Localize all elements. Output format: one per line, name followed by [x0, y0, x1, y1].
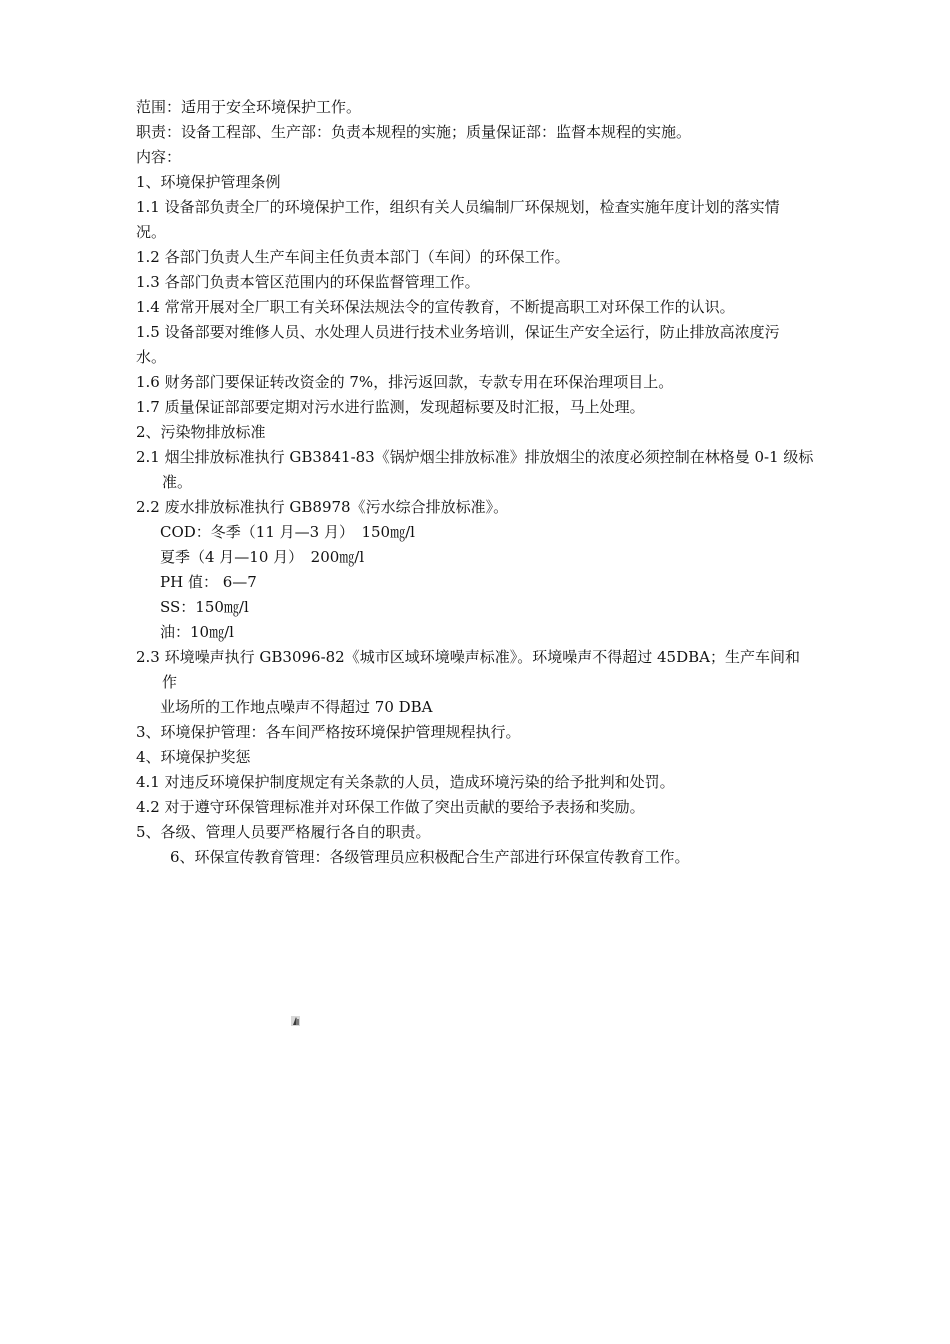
item-1-5: 1.5 设备部要对维修人员、水处理人员进行技术业务培训，保证生产安全运行，防止排放高浓度污	[136, 323, 780, 341]
duty-line: 职责：设备工程部、生产部：负责本规程的实施；质量保证部：监督本规程的实施。	[136, 123, 692, 141]
section-4-title: 4、环境保护奖惩	[136, 748, 251, 766]
scope-line: 范围：适用于安全环境保护工作。	[136, 98, 362, 116]
item-4-1: 4.1 对违反环境保护制度规定有关条款的人员，造成环境污染的给予批判和处罚。	[136, 773, 675, 791]
small-image-mark	[290, 1014, 302, 1028]
content-label: 内容：	[136, 148, 182, 166]
section-3-title: 3、环境保护管理：各车间严格按环境保护管理规程执行。	[136, 723, 521, 741]
item-2-3-cont2: 业场所的工作地点噪声不得超过 70 DBA	[160, 698, 433, 716]
section-1-title: 1、环境保护管理条例	[136, 173, 281, 191]
section-5-title: 5、各级、管理人员要严格履行各自的职责。	[136, 823, 431, 841]
item-1-3: 1.3 各部门负责本管区范围内的环保监督管理工作。	[136, 273, 480, 291]
item-2-1-cont: 准。	[162, 473, 193, 491]
section-6-title: 6、环保宣传教育管理：各级管理员应积极配合生产部进行环保宣传教育工作。	[170, 848, 690, 866]
item-1-2: 1.2 各部门负责人生产车间主任负责本部门（车间）的环保工作。	[136, 248, 570, 266]
document-body	[136, 95, 866, 870]
item-1-6: 1.6 财务部门要保证转改资金的 7%，排污返回款，专款专用在环保治理项目上。	[136, 373, 674, 391]
ss-line: SS：150㎎/l	[160, 598, 249, 616]
item-2-2: 2.2 废水排放标准执行 GB8978《污水综合排放标准》。	[136, 498, 509, 516]
item-1-1-cont: 况。	[136, 223, 167, 241]
item-1-1: 1.1 设备部负责全厂的环境保护工作，组织有关人员编制厂环保规划，检查实施年度计划的落实情	[136, 198, 780, 216]
item-1-4: 1.4 常常开展对全厂职工有关环保法规法令的宣传教育，不断提高职工对环保工作的认识。	[136, 298, 735, 316]
item-1-7: 1.7 质量保证部部要定期对污水进行监测，发现超标要及时汇报，马上处理。	[136, 398, 645, 416]
item-4-2: 4.2 对于遵守环保管理标准并对环保工作做了突出贡献的要给予表扬和奖励。	[136, 798, 645, 816]
item-2-3: 2.3 环境噪声执行 GB3096-82《城市区域环境噪声标准》。环境噪声不得超过 45DBA；生产车间和	[136, 648, 800, 666]
cod-winter-line: COD：冬季（11 月—3 月） 150㎎/l	[160, 523, 415, 541]
item-1-5-cont: 水。	[136, 348, 167, 366]
item-2-1: 2.1 烟尘排放标准执行 GB3841-83《锅炉烟尘排放标准》排放烟尘的浓度必须控制在林格曼 0-1 级标	[136, 448, 814, 466]
summer-line: 夏季（4 月—10 月） 200㎎/l	[160, 548, 365, 566]
oil-line: 油：10㎎/l	[160, 623, 234, 641]
ph-line: PH 值： 6—7	[160, 573, 257, 591]
section-2-title: 2、污染物排放标准	[136, 423, 266, 441]
item-2-3-cont: 作	[162, 673, 178, 691]
